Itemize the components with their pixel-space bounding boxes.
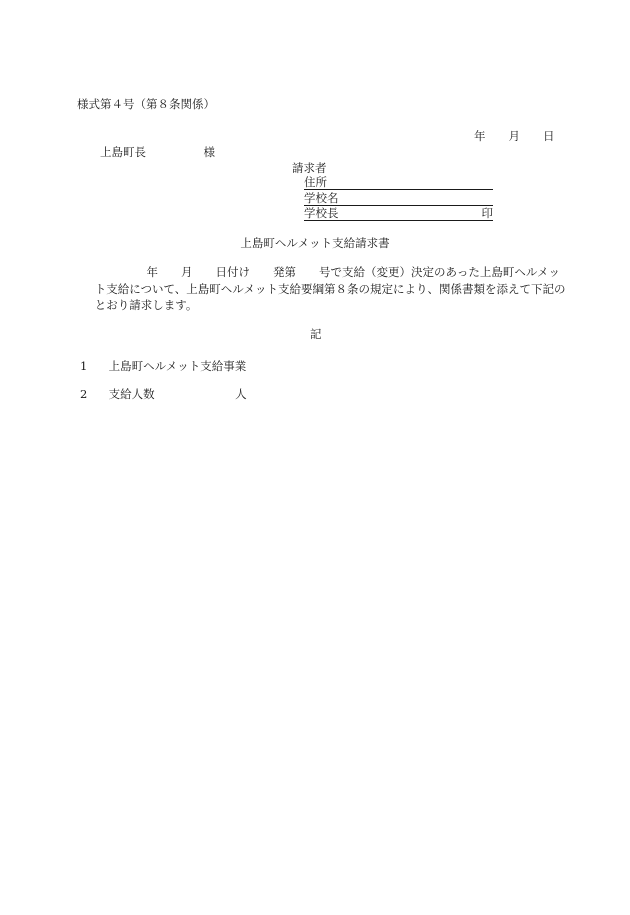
addressee: 上島町長 様 bbox=[100, 145, 215, 159]
principal-label: 学校長 bbox=[304, 206, 339, 220]
address-field[interactable] bbox=[304, 175, 493, 190]
item-number: 1 bbox=[80, 359, 88, 373]
claimant-heading: 請求者 bbox=[292, 161, 327, 175]
seal-mark: 印 bbox=[481, 206, 493, 220]
list-item bbox=[80, 359, 246, 373]
item-number: 2 bbox=[80, 387, 88, 401]
item-text: 支給人数 人 bbox=[108, 387, 247, 401]
principal-field[interactable] bbox=[304, 206, 493, 221]
form-number: 様式第４号（第８条関係） bbox=[77, 97, 215, 111]
document-title: 上島町ヘルメット支給請求書 bbox=[240, 236, 390, 250]
list-item bbox=[80, 387, 247, 401]
school-name-field[interactable] bbox=[304, 191, 493, 206]
body-paragraph: 年 月 日付け 発第 号で支給（変更）決定のあった上島町ヘルメット支給について、上島町ヘルメット支給要綱第８条の規定により、関係書類を添えて下記のとおり請求します。 bbox=[89, 265, 566, 312]
ki-heading: 記 bbox=[310, 327, 322, 341]
address-label: 住所 bbox=[304, 175, 327, 189]
item-text: 上島町ヘルメット支給事業 bbox=[108, 359, 247, 373]
date-line: 年 月 日 bbox=[474, 129, 555, 143]
school-name-label: 学校名 bbox=[304, 191, 339, 205]
